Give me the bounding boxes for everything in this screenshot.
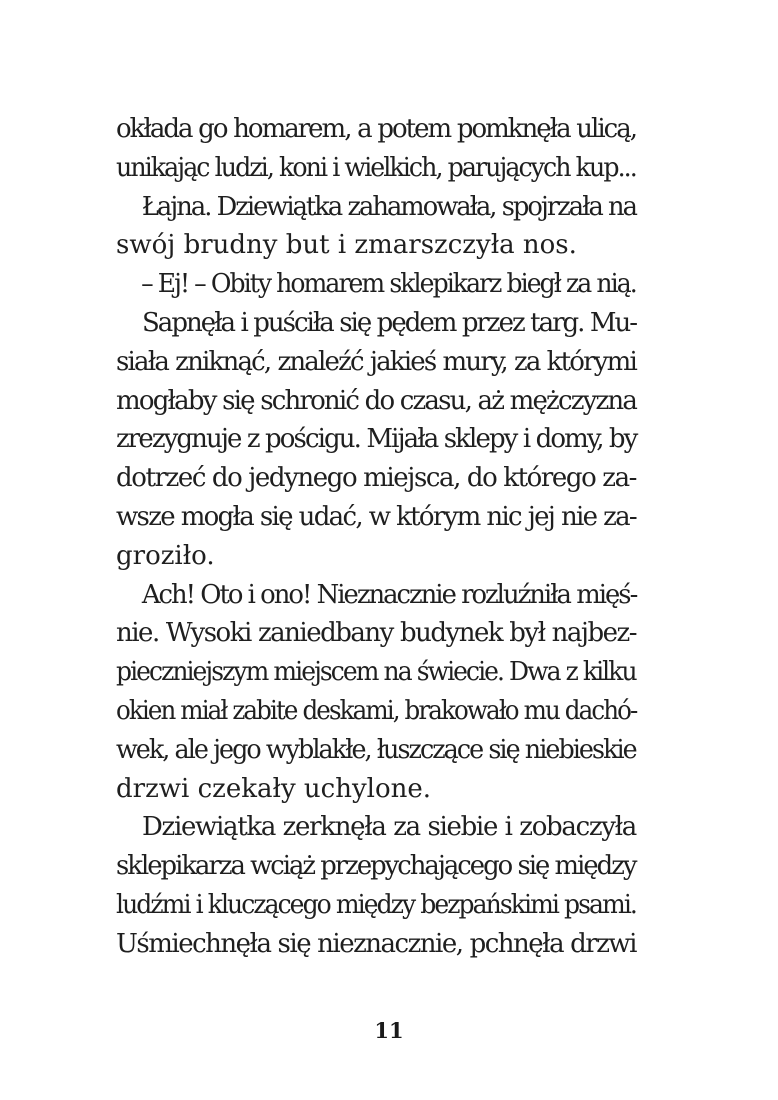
text-line: okłada go homarem, a potem pomknęła ulicą, xyxy=(116,114,636,144)
text-line: siała zniknąć, znaleźć jakieś mury, za którymi xyxy=(116,346,636,377)
text-line: sklepikarza wciąż przepychającego się między xyxy=(116,851,636,882)
text-line: drzwi czekały uchylone. xyxy=(116,773,431,804)
text-line: – Ej! – Obity homarem sklepikarz biegł za nią. xyxy=(141,269,636,300)
text-line: nie. Wysoki zaniedbany budynek był najbez- xyxy=(116,618,636,649)
text-line: Dziewiątka zerknęła za siebie i zobaczyła xyxy=(142,812,636,843)
text-line: wsze mogła się udać, w którym nic jej nie za- xyxy=(116,501,636,532)
text-line: okien miał zabite deskami, brakowało mu dachó- xyxy=(116,695,637,726)
text-line: dotrzeć do jedynego miejsca, do którego za- xyxy=(116,463,637,494)
text-line: zrezygnuje z pościgu. Mijała sklepy i domy, by xyxy=(116,424,637,455)
text-line: pieczniejszym miejscem na świecie. Dwa z kilku xyxy=(116,657,636,688)
text-line: wek, ale jego wyblakłe, łuszczące się niebieskie xyxy=(116,734,636,765)
text-line: Sapnęła i puściła się pędem przez targ. Mu- xyxy=(142,307,636,338)
text-line: swój brudny but i zmarszczyła nos. xyxy=(116,230,577,261)
text-line: Łajna. Dziewiątka zahamowała, spojrzała na xyxy=(141,191,636,222)
text-line: unikając ludzi, koni i wielkich, parujących kup... xyxy=(116,152,636,183)
text-line: ludźmi i kluczącego między bezpańskimi psami. xyxy=(116,889,636,920)
text-line: groziło. xyxy=(116,540,215,571)
text-line: Ach! Oto i ono! Nieznacznie rozluźniła mięś- xyxy=(141,579,637,610)
body-text xyxy=(116,110,636,964)
page-number: 11 xyxy=(374,1018,404,1043)
text-line: mogłaby się schronić do czasu, aż mężczyzna xyxy=(116,385,637,416)
text-line: Uśmiechnęła się nieznacznie, pchnęła drzwi xyxy=(116,928,636,959)
